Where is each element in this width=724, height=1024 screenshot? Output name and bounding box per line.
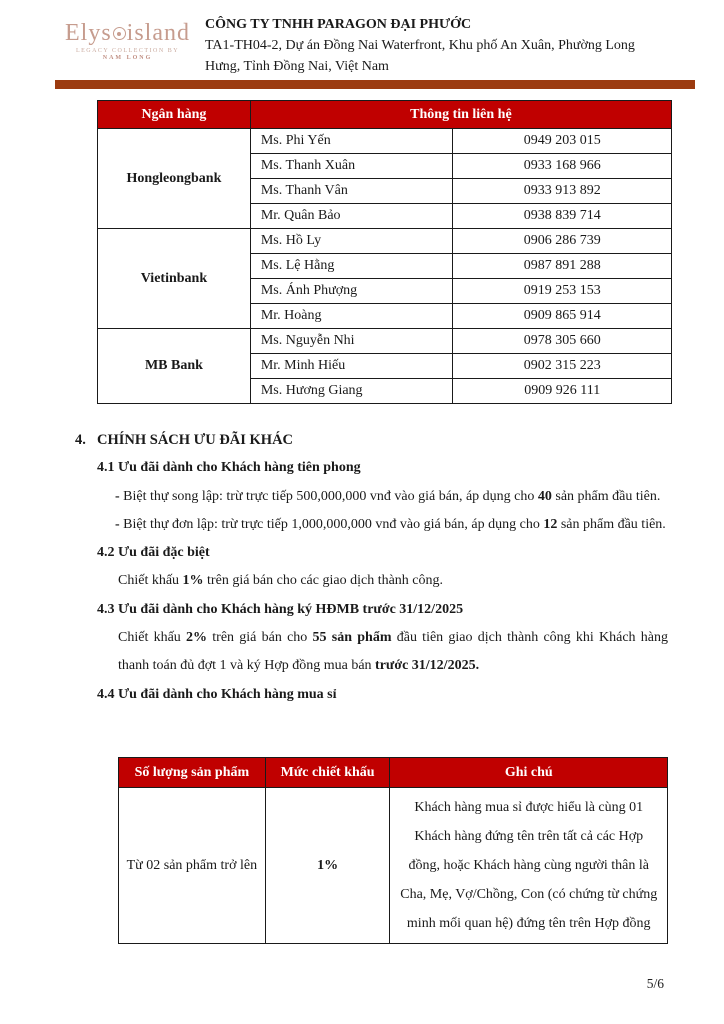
contact-phone-cell: 0987 891 288: [453, 254, 672, 279]
page-number: 5/6: [646, 976, 664, 991]
brand-wordmark: [55, 20, 200, 46]
paragraph-4-2: [118, 567, 668, 595]
company-address-line2: Hưng, Tỉnh Đồng Nai, Việt Nam: [205, 59, 389, 74]
subsection-4-4-heading: 4.4 Ưu đãi dành cho Khách hàng mua sỉ: [97, 686, 337, 702]
subsection-4-1-heading: 4.1 Ưu đãi dành cho Khách hàng tiên phong: [97, 460, 361, 476]
quantity-cell: Từ 02 sản phẩm trở lên: [119, 788, 266, 944]
bank-contacts-table: [97, 100, 672, 404]
section-4-title: [75, 426, 675, 454]
section-4: [75, 426, 675, 709]
contact-phone-cell: 0906 286 739: [453, 229, 672, 254]
subsection-4-3-heading: 4.3 Ưu đãi dành cho Khách hàng ký HĐMB trước 31/12/2025: [97, 601, 464, 617]
brand-subtagline: NAM LONG: [102, 55, 153, 61]
contact-name-cell: Ms. Thanh Xuân: [250, 154, 453, 179]
contact-phone-cell: 0909 926 111: [453, 379, 672, 404]
paragraph-text: trên giá bán cho các giao dịch thành công.: [203, 573, 444, 589]
contact-phone-cell: 0909 865 914: [453, 304, 672, 329]
bullet-dash: -: [115, 516, 124, 532]
contact-name-cell: Ms. Hương Giang: [250, 379, 453, 404]
table-row: [98, 329, 672, 354]
paragraph-text: Chiết khấu: [118, 630, 187, 646]
column-header-bank: Ngân hàng: [98, 101, 251, 129]
paragraph-bold: 2%: [186, 630, 208, 646]
table-row: [98, 129, 672, 154]
brand-tagline: LEGACY COLLECTION BY: [75, 48, 180, 54]
subsection-4-2-heading: 4.2 Ưu đãi đặc biệt: [97, 545, 210, 561]
bullet-text: Biệt thự đơn lập: trừ trực tiếp 1,000,000,000 vnđ vào giá bán, áp dụng cho: [123, 516, 544, 532]
brand-right: island: [126, 20, 190, 46]
paragraph-bold: trước 31/12/2025.: [375, 658, 480, 674]
table-row: [119, 788, 668, 944]
bullet-don-lap: [115, 511, 668, 539]
bullet-dash: -: [115, 488, 124, 504]
company-address-line1: TA1-TH04-2, Dự án Đồng Nai Waterfront, Khu phố An Xuân, Phường Long: [205, 38, 635, 53]
column-header-discount: Mức chiết khấu: [265, 758, 390, 788]
table-header-row: [98, 101, 672, 129]
contact-name-cell: Mr. Quân Bảo: [250, 204, 453, 229]
company-header: [205, 14, 685, 77]
logo-circle-icon: [113, 27, 126, 40]
paragraph-bold: 1%: [182, 573, 204, 589]
contact-name-cell: Ms. Phi Yến: [250, 129, 453, 154]
paragraph-4-3: [118, 624, 668, 681]
table-header-row: [119, 758, 668, 788]
contact-phone-cell: 0933 913 892: [453, 179, 672, 204]
contact-name-cell: Mr. Minh Hiếu: [250, 354, 453, 379]
contact-phone-cell: 0949 203 015: [453, 129, 672, 154]
company-name: CÔNG TY TNHH PARAGON ĐẠI PHƯỚC: [205, 17, 472, 32]
column-header-quantity: Số lượng sản phẩm: [119, 758, 266, 788]
brand-left: Elys: [65, 20, 112, 46]
bullet-text: Biệt thự song lập: trừ trực tiếp 500,000,000 vnđ vào giá bán, áp dụng cho: [123, 488, 538, 504]
paragraph-text: Chiết khấu: [118, 573, 183, 589]
bullet-text: sản phẩm đầu tiên.: [551, 488, 661, 504]
note-cell: Khách hàng mua sỉ được hiểu là cùng 01 Khách hàng đứng tên trên tất cả các Hợp đồng, hoặc Khách hàng cùng người thân là Cha, Mẹ, Vợ/Chồng, Con (có chứng từ chứng minh mối quan hệ) đứng tên trên Hợp đồng: [390, 788, 668, 944]
bank-name-cell: Hongleongbank: [98, 129, 251, 229]
bullet-text: sản phẩm đầu tiên.: [557, 516, 666, 532]
header-divider-bar: [55, 80, 695, 89]
contact-phone-cell: 0919 253 153: [453, 279, 672, 304]
contact-name-cell: Ms. Nguyễn Nhi: [250, 329, 453, 354]
contact-phone-cell: 0938 839 714: [453, 204, 672, 229]
column-header-contact: Thông tin liên hệ: [250, 101, 671, 129]
table-row: [98, 229, 672, 254]
paragraph-bold: 55 sản phẩm: [312, 630, 392, 646]
contact-phone-cell: 0902 315 223: [453, 354, 672, 379]
contact-phone-cell: 0978 305 660: [453, 329, 672, 354]
paragraph-text: trên giá bán cho: [207, 630, 313, 646]
contact-name-cell: Mr. Hoàng: [250, 304, 453, 329]
bank-name-cell: Vietinbank: [98, 229, 251, 329]
section-title-text: CHÍNH SÁCH ƯU ĐÃI KHÁC: [97, 432, 294, 448]
bullet-song-lap: [115, 483, 668, 511]
column-header-note: Ghi chú: [390, 758, 668, 788]
contact-name-cell: Ms. Lệ Hằng: [250, 254, 453, 279]
paragraph-text: đầu tiên giao dịch thành công khi Khách hàng thanh toán đủ đợt 1 và ký Hợp đồng mua bán: [118, 630, 669, 674]
contact-phone-cell: 0933 168 966: [453, 154, 672, 179]
contact-name-cell: Ms. Thanh Vân: [250, 179, 453, 204]
wholesale-discount-table: [118, 757, 668, 944]
section-number: 4.: [75, 432, 86, 448]
bullet-bold-number: 12: [543, 516, 558, 532]
contact-name-cell: Ms. Ánh Phượng: [250, 279, 453, 304]
contact-name-cell: Ms. Hồ Ly: [250, 229, 453, 254]
bullet-bold-number: 40: [537, 488, 552, 504]
discount-cell: 1%: [265, 788, 390, 944]
brand-logo: [55, 20, 200, 61]
bank-name-cell: MB Bank: [98, 329, 251, 404]
